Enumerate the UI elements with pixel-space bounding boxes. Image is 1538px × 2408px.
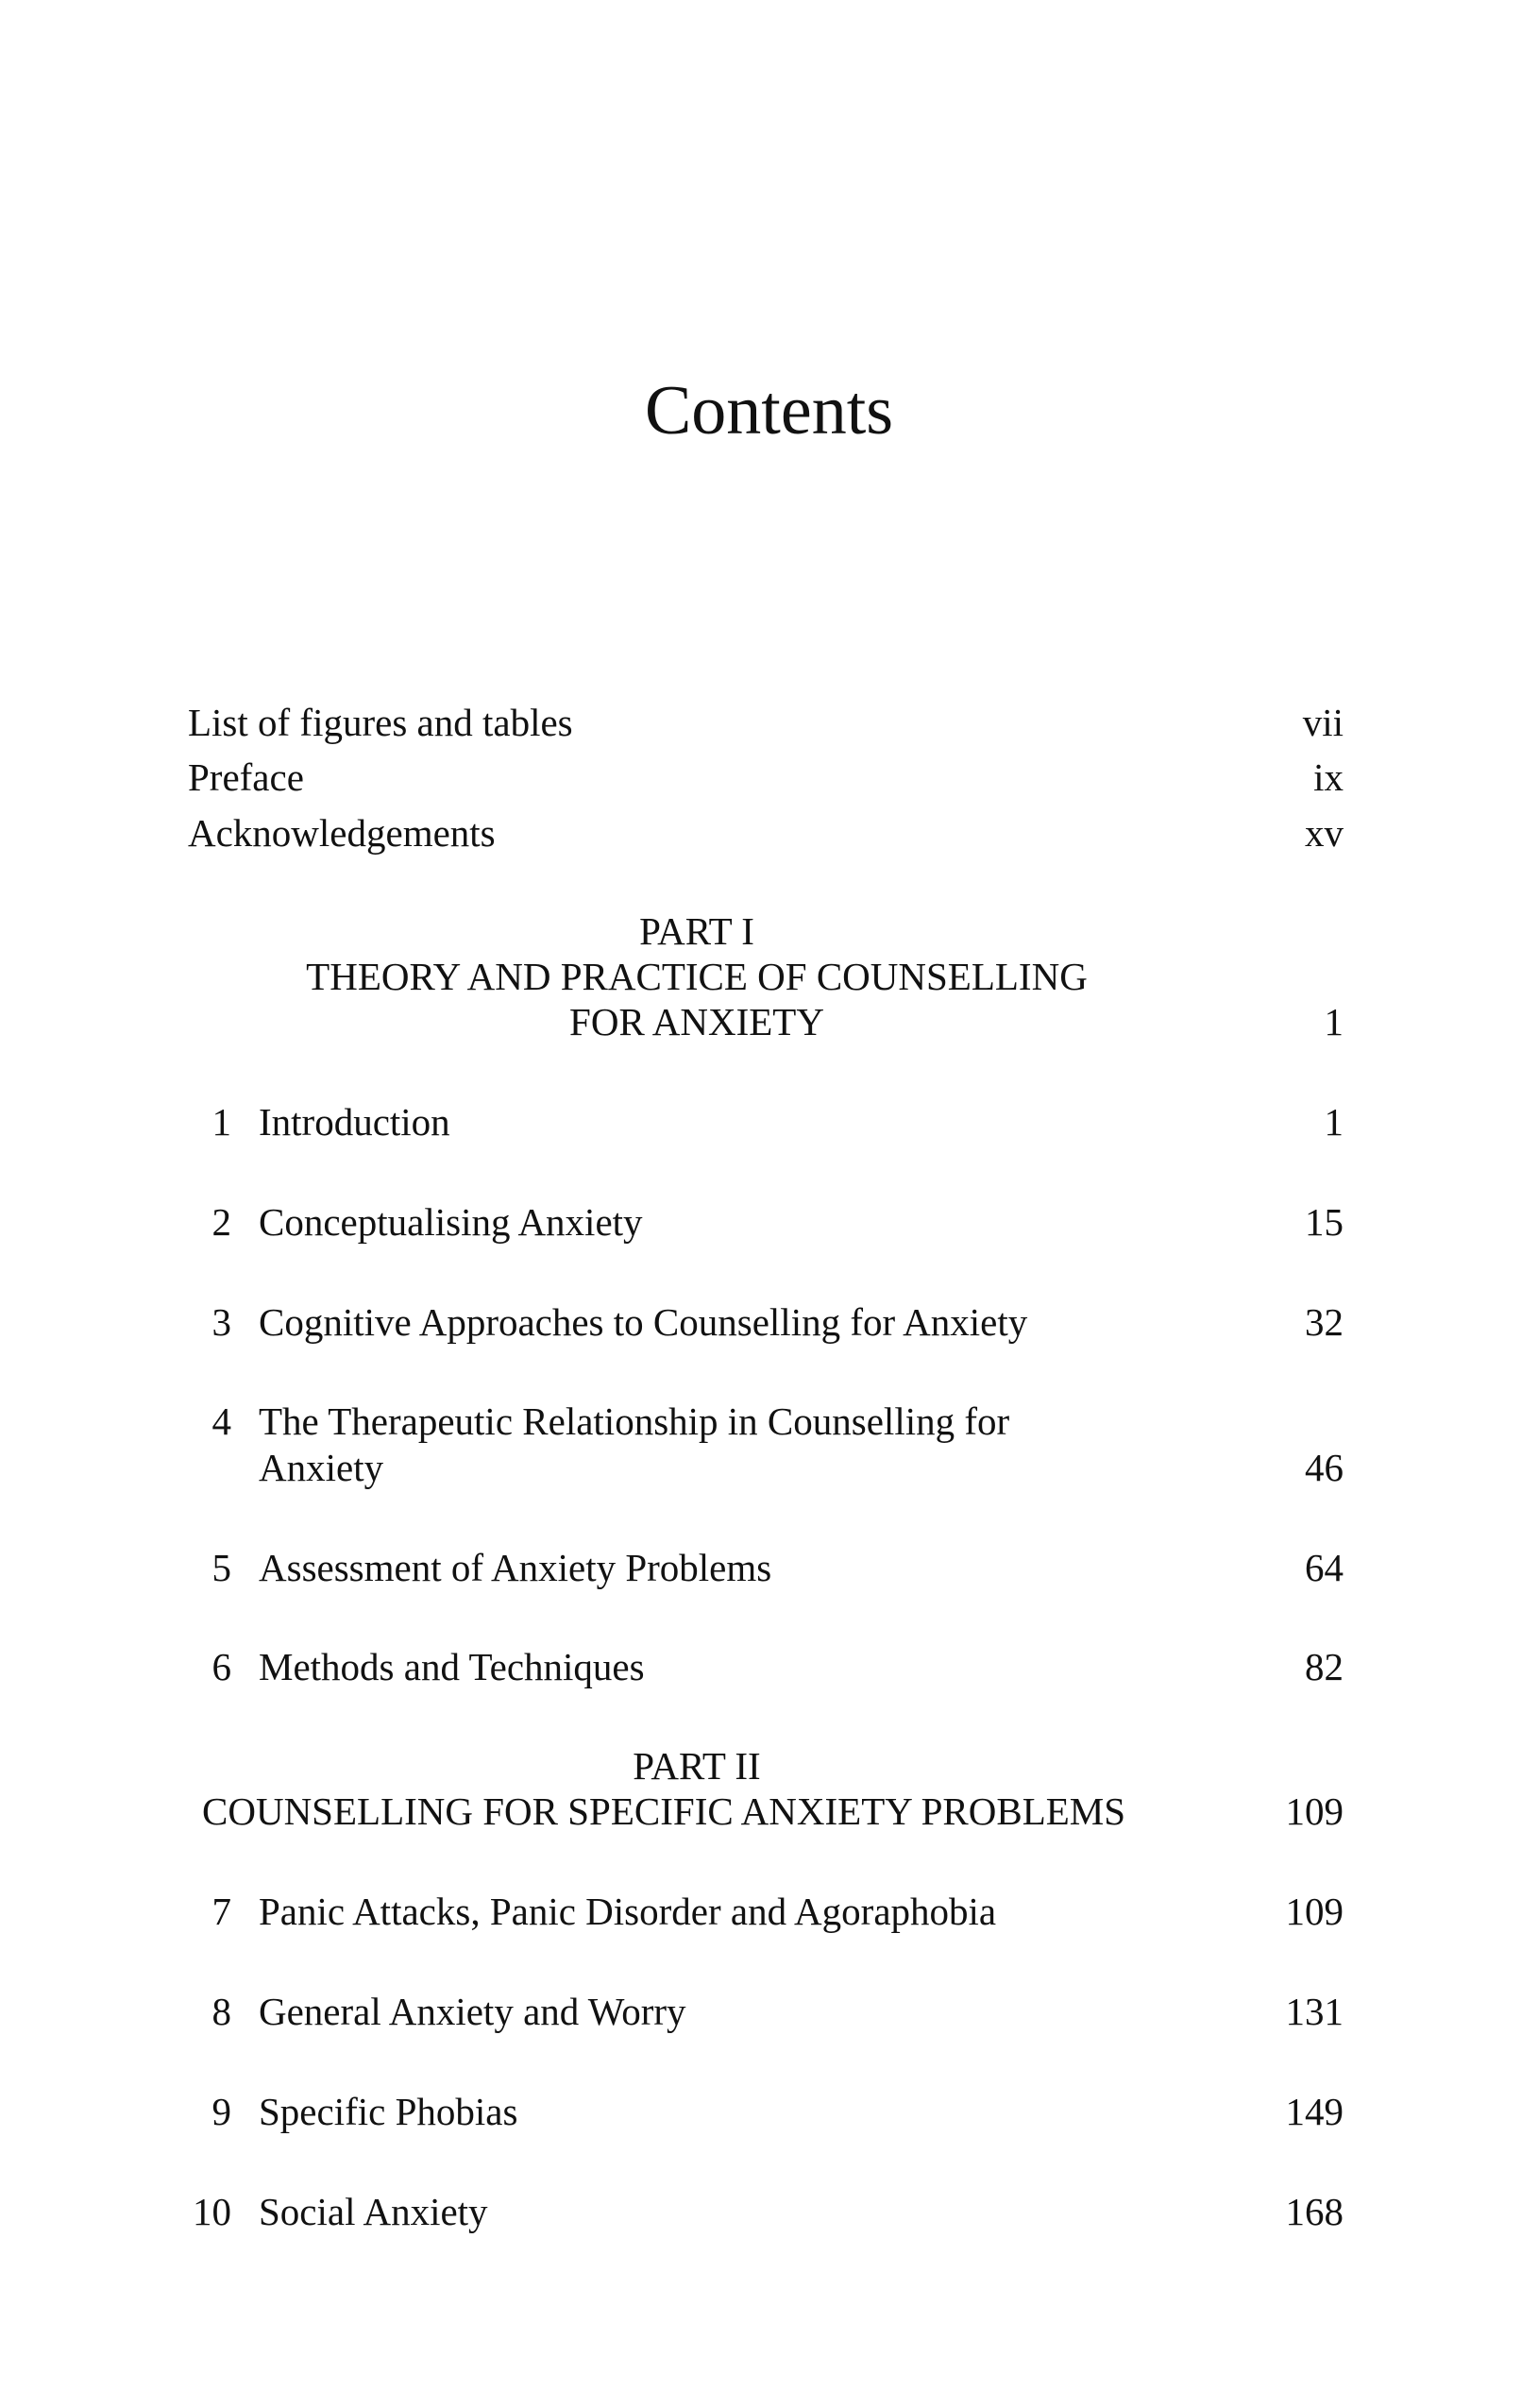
chapter-number: 5	[211, 1546, 231, 1589]
toc-page-number: 109	[1285, 1890, 1344, 1933]
toc-page-number: 1	[1324, 1100, 1344, 1144]
chapter-number: 10	[193, 2190, 231, 2233]
toc-page-number: ix	[1313, 755, 1344, 799]
part-title[interactable]: COUNSELLING FOR SPECIFIC ANXIETY PROBLEMS	[202, 1789, 1126, 1833]
toc-entry-chapter[interactable]: Assessment of Anxiety Problems	[259, 1546, 772, 1589]
toc-page-number: 109	[1285, 1789, 1344, 1833]
part-heading: PART II	[633, 1744, 761, 1788]
toc-entry-chapter[interactable]: Panic Attacks, Panic Disorder and Agoraphobia	[259, 1890, 997, 1933]
toc-entry-chapter[interactable]: Introduction	[259, 1100, 450, 1144]
toc-entry-chapter[interactable]: General Anxiety and Worry	[259, 1990, 686, 2033]
toc-entry-chapter[interactable]: Specific Phobias	[259, 2090, 518, 2133]
toc-page-number: xv	[1305, 811, 1344, 855]
part-title[interactable]: THEORY AND PRACTICE OF COUNSELLING	[306, 955, 1088, 998]
chapter-number: 4	[211, 1399, 231, 1443]
toc-entry-list-of-figures[interactable]: List of figures and tables	[188, 701, 573, 744]
toc-page-number: 32	[1305, 1300, 1344, 1344]
toc-page-number: vii	[1302, 701, 1344, 744]
chapter-number: 8	[211, 1990, 231, 2033]
chapter-number: 7	[211, 1890, 231, 1933]
toc-page-number: 46	[1305, 1446, 1344, 1489]
toc-entry-chapter[interactable]: Social Anxiety	[259, 2190, 488, 2233]
toc-entry-chapter[interactable]: Methods and Techniques	[259, 1645, 645, 1688]
chapter-number: 2	[211, 1200, 231, 1244]
toc-entry-chapter-continued[interactable]: Anxiety	[259, 1446, 384, 1489]
chapter-number: 3	[211, 1300, 231, 1344]
chapter-number: 1	[211, 1100, 231, 1144]
toc-page-number: 131	[1285, 1990, 1344, 2033]
toc-entry-chapter[interactable]: The Therapeutic Relationship in Counselling for	[259, 1399, 1010, 1443]
toc-page-number: 168	[1285, 2190, 1344, 2233]
chapter-number: 6	[211, 1645, 231, 1688]
toc-entry-chapter[interactable]: Cognitive Approaches to Counselling for Anxiety	[259, 1300, 1028, 1344]
toc-page-number: 1	[1324, 1000, 1344, 1043]
toc-page-number: 64	[1305, 1546, 1344, 1589]
part-title[interactable]: FOR ANXIETY	[569, 1000, 824, 1043]
part-heading: PART I	[639, 909, 754, 953]
chapter-number: 9	[211, 2090, 231, 2133]
toc-entry-preface[interactable]: Preface	[188, 755, 304, 799]
page-title: Contents	[644, 372, 894, 449]
toc-page-number: 82	[1305, 1645, 1344, 1688]
toc-page-number: 15	[1305, 1200, 1344, 1244]
toc-entry-acknowledgements[interactable]: Acknowledgements	[188, 811, 496, 855]
toc-page-number: 149	[1285, 2090, 1344, 2133]
toc-entry-chapter[interactable]: Conceptualising Anxiety	[259, 1200, 643, 1244]
